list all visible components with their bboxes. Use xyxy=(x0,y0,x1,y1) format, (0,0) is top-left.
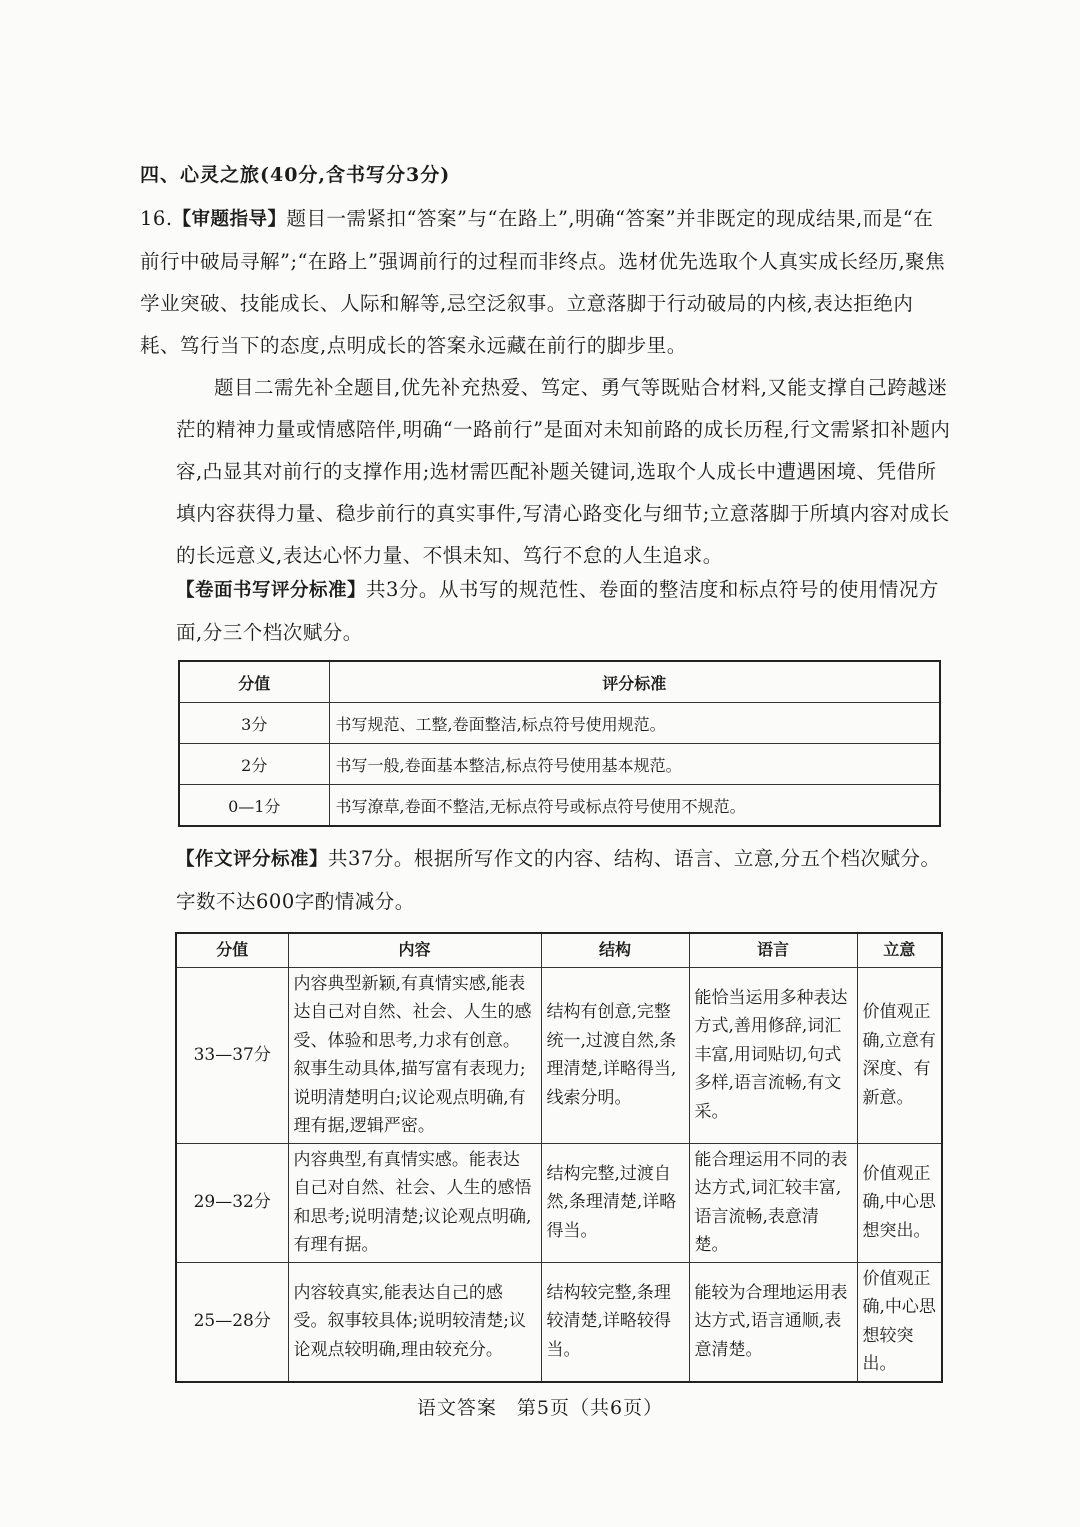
score-cell: 0—1分 xyxy=(179,785,329,827)
standard-cell: 书写规范、工整,卷面整洁,标点符号使用规范。 xyxy=(329,703,940,744)
table-row xyxy=(179,785,940,827)
q16-para-2: 题目二需先补全题目,优先补充热爱、笃定、勇气等既贴合材料,又能支撑自己跨越迷茫的精神力量或情感陪伴,明确“一路前行”是面对未知前路的成长历程,行文需紧扣补题内容,凸显其对前行的支撑作用;选材需匹配补题关键词,选取个人成长中遭遇困境、凭借所填内容获得力量、稳步前行的真实事件,写清心路变化与细节;立意落脚于所填内容对成长的长远意义,表达心怀力量、不惧未知、笃行不怠的人生追求。 xyxy=(176,376,951,567)
header-language: 语言 xyxy=(689,933,857,967)
header-structure: 结构 xyxy=(541,933,689,967)
handwriting-tag: 【卷面书写评分标准】 xyxy=(176,580,367,601)
table-row xyxy=(179,703,940,744)
essay-table xyxy=(175,932,943,1383)
language-cell: 能较为合理地运用表达方式,语言通顺,表意清楚。 xyxy=(689,1262,857,1382)
essay-text: 共37分。根据所写作文的内容、结构、语言、立意,分五个档次赋分。字数不达600字酌情减分。 xyxy=(176,847,941,913)
language-cell: 能合理运用不同的表达方式,词汇较丰富,语言流畅,表意清楚。 xyxy=(689,1143,857,1262)
table-row xyxy=(176,1143,942,1262)
question-16 xyxy=(140,198,952,577)
essay-intro xyxy=(176,838,952,923)
guide-tag: 【审题指导】 xyxy=(172,209,287,230)
q16-para-1-text: 题目一需紧扣“答案”与“在路上”,明确“答案”并非既定的现成结果,而是“在前行中破局寻解”;“在路上”强调前行的过程而非终点。选材优先选取个人真实成长经历,聚焦学业突破、技能成长、人际和解等,忌空泛叙事。立意落脚于行动破局的内核,表达拒绝内耗、笃行当下的态度,点明成长的答案永远藏在前行的脚步里。 xyxy=(140,207,946,357)
score-cell: 29—32分 xyxy=(176,1143,288,1262)
structure-cell: 结构较完整,条理较清楚,详略较得当。 xyxy=(541,1262,689,1382)
header-content: 内容 xyxy=(288,933,541,967)
table-row xyxy=(176,1262,942,1382)
score-cell: 2分 xyxy=(179,744,329,785)
table-row xyxy=(179,744,940,785)
structure-cell: 结构有创意,完整统一,过渡自然,条理清楚,详略得当,线索分明。 xyxy=(541,967,689,1143)
table-header-row xyxy=(179,661,940,703)
theme-cell: 价值观正确,立意有深度、有新意。 xyxy=(857,967,942,1143)
language-cell: 能恰当运用多种表达方式,善用修辞,词汇丰富,用词贴切,句式多样,语言流畅,有文采。 xyxy=(689,967,857,1143)
score-cell: 3分 xyxy=(179,703,329,744)
standard-cell: 书写一般,卷面基本整洁,标点符号使用基本规范。 xyxy=(329,744,940,785)
page-footer: 语文答案 第5页（共6页） xyxy=(416,1397,664,1419)
score-cell: 33—37分 xyxy=(176,967,288,1143)
table-header-row xyxy=(176,933,942,967)
theme-cell: 价值观正确,中心思想较突出。 xyxy=(857,1262,942,1382)
header-score: 分值 xyxy=(176,933,288,967)
question-number: 16. xyxy=(140,207,173,230)
theme-cell: 价值观正确,中心思想突出。 xyxy=(857,1143,942,1262)
header-score: 分值 xyxy=(179,661,329,703)
score-cell: 25—28分 xyxy=(176,1262,288,1382)
essay-tag: 【作文评分标准】 xyxy=(176,849,329,870)
handwriting-text: 共3分。从书写的规范性、卷面的整洁度和标点符号的使用情况方面,分三个档次赋分。 xyxy=(176,578,939,644)
section-title: 四、心灵之旅(40分,含书写分3分) xyxy=(140,164,451,186)
content-cell: 内容较真实,能表达自己的感受。叙事较具体;说明较清楚;议论观点较明确,理由较充分。 xyxy=(288,1262,541,1382)
content-cell: 内容典型新颖,有真情实感,能表达自己对自然、社会、人生的感受、体验和思考,力求有创意。叙事生动具体,描写富有表现力;说明清楚明白;议论观点明确,有理有据,逻辑严密。 xyxy=(288,967,541,1143)
table-row xyxy=(176,967,942,1143)
standard-cell: 书写潦草,卷面不整洁,无标点符号或标点符号使用不规范。 xyxy=(329,785,940,827)
handwriting-table xyxy=(178,660,941,827)
content-cell: 内容典型,有真情实感。能表达自己对自然、社会、人生的感悟和思考;说明清楚;议论观点明确,有理有据。 xyxy=(288,1143,541,1262)
handwriting-intro xyxy=(176,569,952,654)
structure-cell: 结构完整,过渡自然,条理清楚,详略得当。 xyxy=(541,1143,689,1262)
q16-para-1 xyxy=(140,198,952,367)
header-standard: 评分标准 xyxy=(329,661,940,703)
header-theme: 立意 xyxy=(857,933,942,967)
